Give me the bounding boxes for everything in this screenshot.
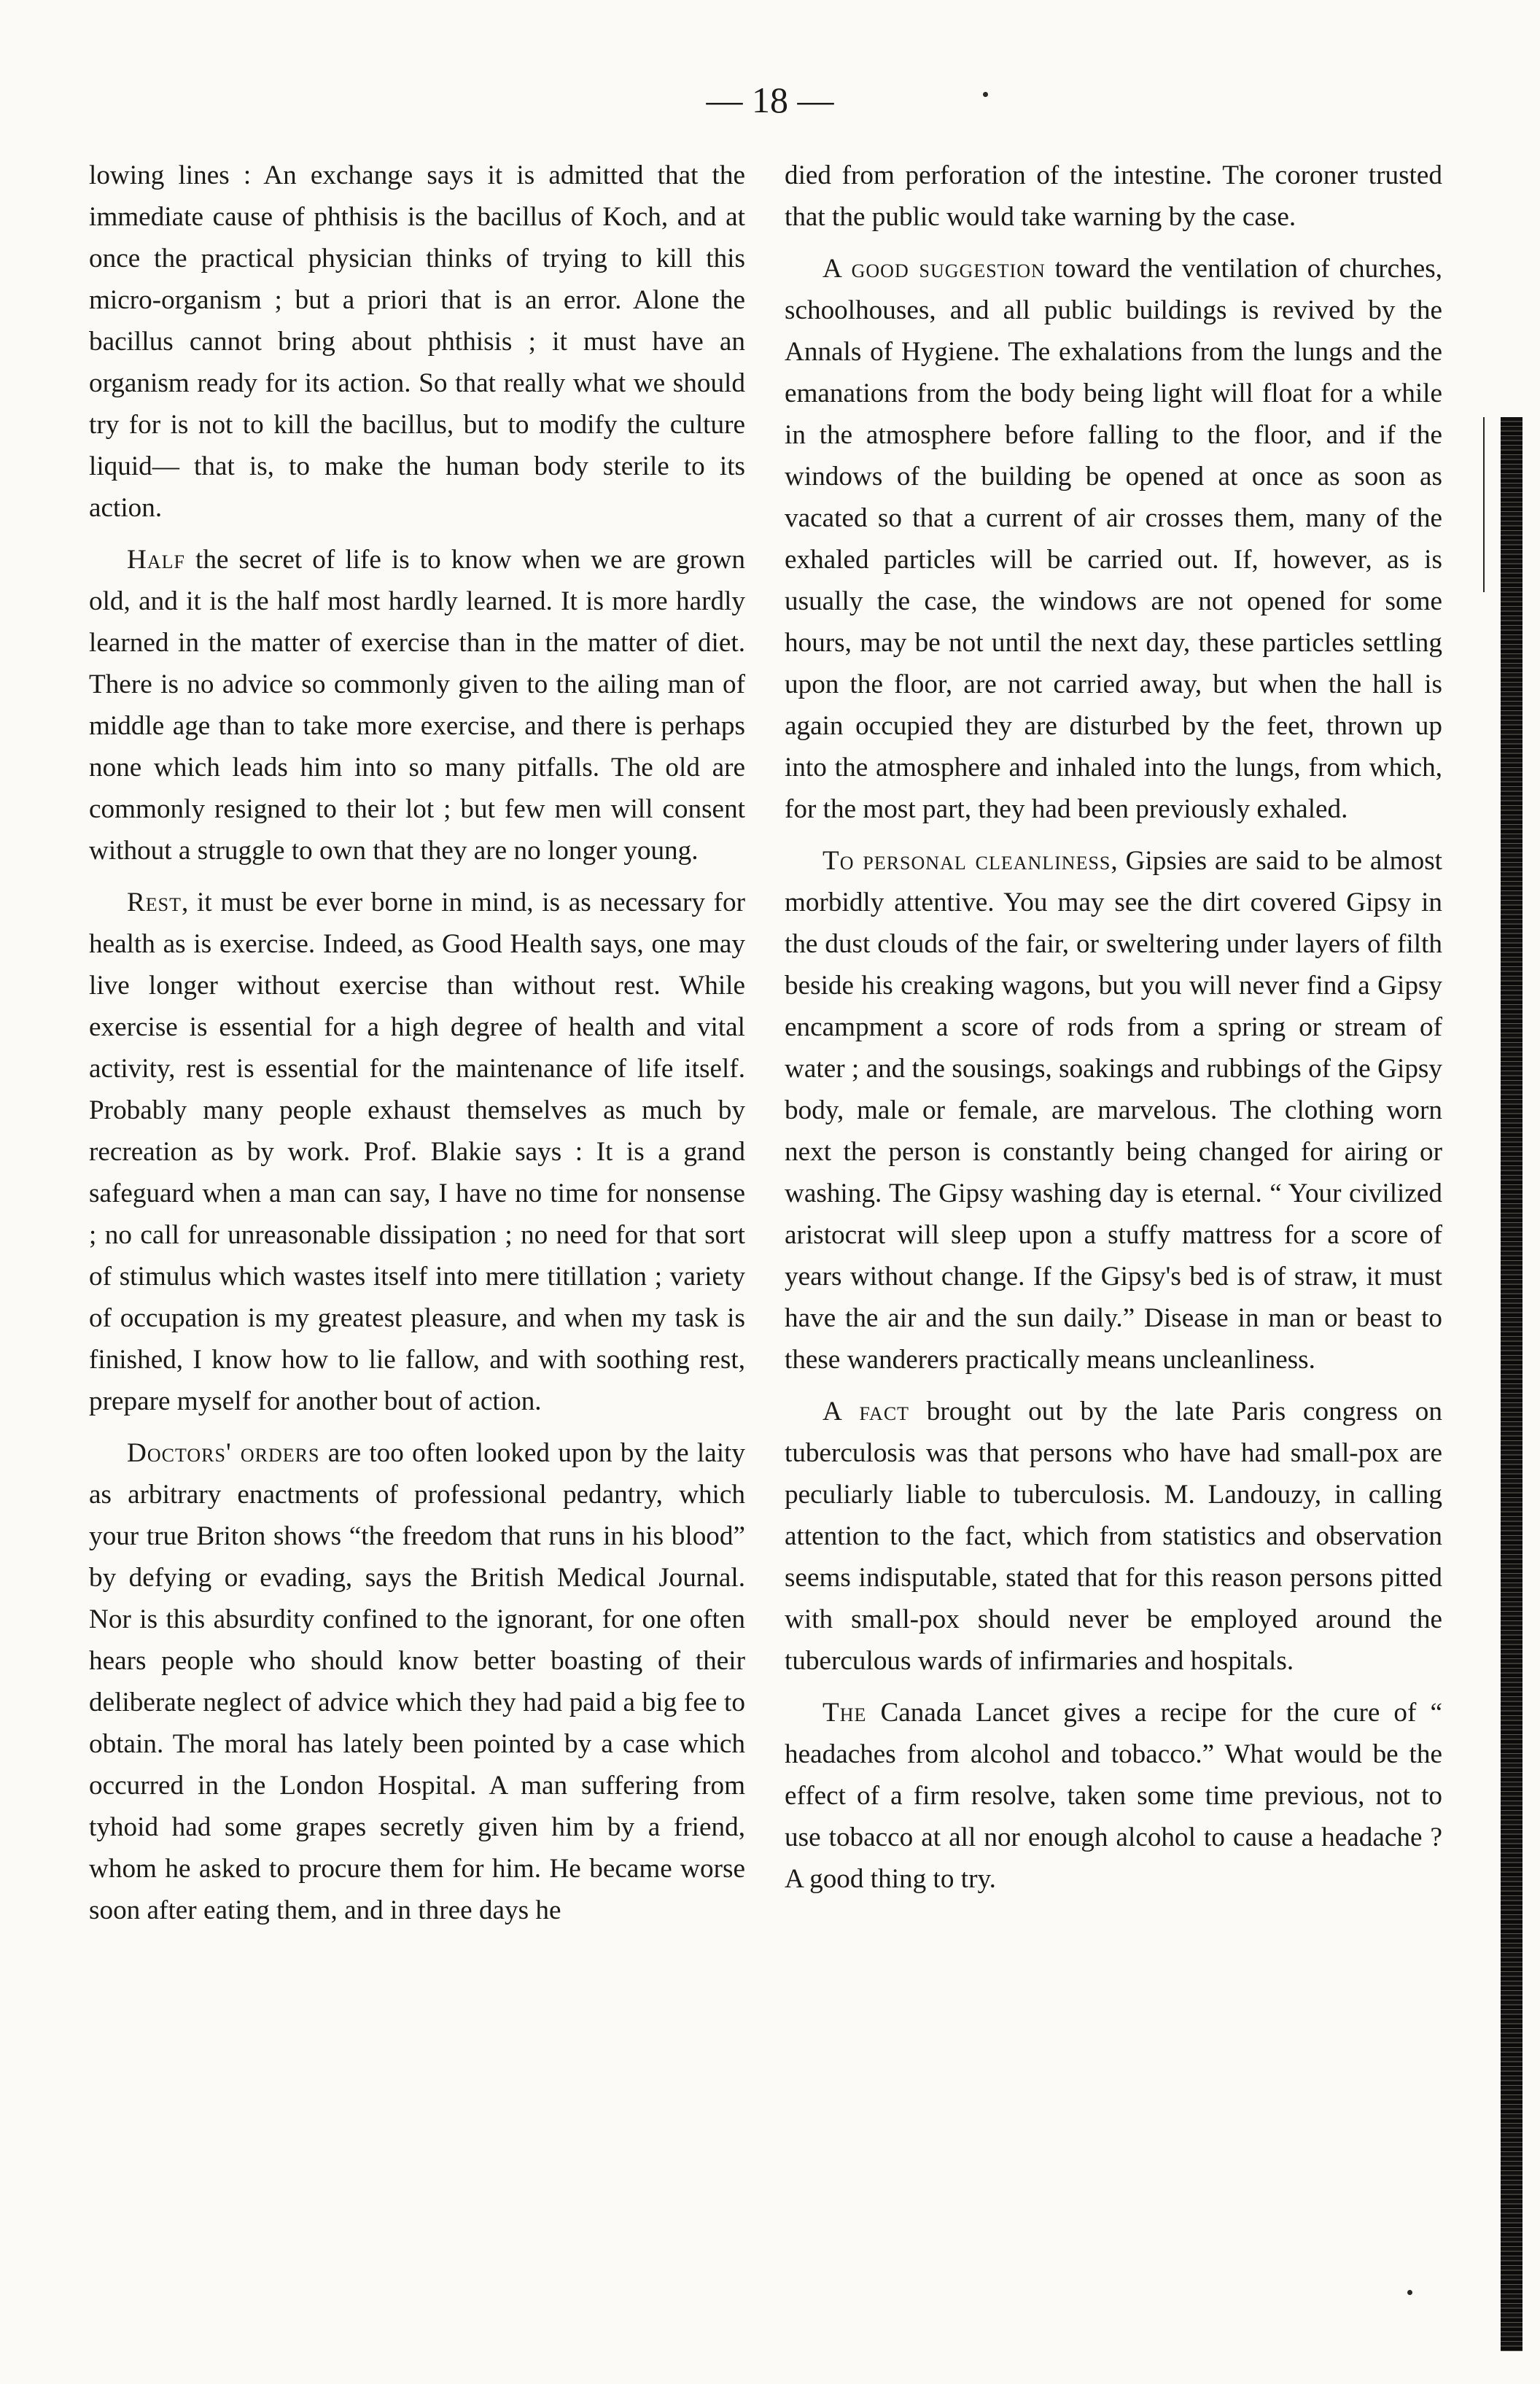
paragraph-doctors-orders <box>89 1432 745 1931</box>
print-speck <box>1407 2290 1412 2295</box>
paragraph-lead: A fact <box>822 1397 910 1426</box>
paragraph-lead: Rest <box>127 888 182 917</box>
paragraph-text: lowing lines : An exchange says it is admitted that the immediate cause of phthisis is the bacillus of Koch, and at once the practical physician thinks of trying to kill this micro-organism ; but a priori that is an error. Alone the bacillus cannot bring about phthisis ; it must have an organism ready for its action. So that really what we should try for is not to kill the bacillus, but to modify the culture liquid— that is, to make the human body sterile to its action. <box>89 160 745 523</box>
paragraph-lead: Doctors' orders <box>127 1438 320 1468</box>
left-column <box>89 155 745 1941</box>
print-speck <box>983 92 988 97</box>
paragraph-text: , Gipsies are said to be almost morbidly attentive. You may see the dirt covered Gipsy in the dust clouds of the fair, or sweltering under layers of filth beside his creaking wagons, but you will never find a Gipsy encampment a score of rods from a spring or stream of water ; and the sousings, soakings and rubbings of the Gipsy body, male or female, are marvelous. The clothing worn next the person is constantly being changed for airing or washing. The Gipsy washing day is eternal. “ Your civilized aristocrat will sleep upon a stuffy mattress for a score of years without change. If the Gipsy's bed is of straw, it must have the air and the sun daily.” Disease in man or beast to these wanderers practically means uncleanliness. <box>785 846 1443 1375</box>
binding-edge-strip <box>1501 417 1522 2351</box>
paragraph-cleanliness <box>785 840 1442 1381</box>
paragraph-continued <box>785 155 1442 238</box>
paragraph-text: Canada Lancet gives a recipe for the cure of “ headaches from alcohol and tobacco.” What would be the effect of a firm resolve, taken some time previous, not to use tobacco at all nor enough alcohol to cause a headache ? A good thing to try. <box>785 1698 1442 1894</box>
paragraph-half-the-secret <box>89 539 745 871</box>
paragraph-text: the secret of life is to know when we are grown old, and it is the half most hardly learned. It is more hardly learned in the matter of exercise than in the matter of diet. There is no advice so commonly given to the ailing man of middle age than to take more exercise, and there is perhaps none which leads him into so many pitfalls. The old are commonly resigned to their lot ; but few men will consent without a struggle to own that they are no longer young. <box>89 545 745 866</box>
paragraph-ventilation <box>785 248 1442 830</box>
paragraph-continued <box>89 155 745 529</box>
paragraph-canada-lancet <box>785 1692 1442 1900</box>
paragraph-text: brought out by the late Paris congress on tuberculosis was that persons who have had small-pox are peculiarly liable to tuberculosis. M. Landouzy, in calling attention to the fact, which from statistics and observation seems indisputable, stated that for this reason persons pitted with small-pox should never be employed around the tuberculous wards of infirmaries and hospitals. <box>785 1397 1442 1676</box>
paragraph-lead: A good suggestion <box>822 254 1046 284</box>
paragraph-lead: To personal cleanliness <box>822 846 1111 876</box>
paragraph-a-fact <box>785 1391 1442 1682</box>
paragraph-text: are too often looked upon by the laity as arbitrary enactments of professional pedantry, which your true Briton shows “the freedom that runs in his blood” by defying or evading, says the British Medical Journal. Nor is this absurdity confined to the ignorant, for one often hears people who should know better boasting of their deliberate neglect of advice which they had paid a big fee to obtain. The moral has lately been pointed by a case which occurred in the London Hospital. A man suffering from tyhoid had some grapes secretly given him by a friend, whom he asked to procure them for him. He became worse soon after eating them, and in three days he <box>89 1438 745 1925</box>
paragraph-text: died from perforation of the intestine. The coroner trusted that the public would take warning by the case. <box>785 160 1442 232</box>
paragraph-lead: The <box>822 1698 867 1728</box>
binding-shadow-line <box>1483 417 1485 592</box>
paragraph-rest <box>89 882 745 1422</box>
paragraph-lead: Half <box>127 545 185 575</box>
paragraph-text: , it must be ever borne in mind, is as necessary for health as is exercise. Indeed, as Good Health says, one may live longer without exercise than without rest. While exercise is essential for a high degree of health and vital activity, rest is essential for the maintenance of life itself. Probably many people exhaust themselves as much by recreation as by work. Prof. Blakie says : It is a grand safeguard when a man can say, I have no time for nonsense ; no call for unreasonable dissipation ; no need for that sort of stimulus which wastes itself into mere titillation ; variety of occupation is my greatest pleasure, and when my task is finished, I know how to lie fallow, and with soothing rest, prepare myself for another bout of action. <box>89 888 745 1416</box>
page-number: — 18 — <box>706 79 834 120</box>
right-column <box>785 155 1442 1910</box>
paragraph-text: toward the ventilation of churches, schoolhouses, and all public buildings is revived by the Annals of Hygiene. The exhalations from the lungs and the emanations from the body being light will float for a while in the atmosphere before falling to the floor, and if the windows of the building be opened at once as soon as vacated so that a current of air crosses them, many of the exhaled particles will be carried out. If, however, as is usually the case, the windows are not opened for some hours, may be not until the next day, these particles settling upon the floor, are not carried away, but when the hall is again occupied they are disturbed by the feet, thrown up into the atmosphere and inhaled into the lungs, from which, for the most part, they had been previously exhaled. <box>785 254 1442 824</box>
